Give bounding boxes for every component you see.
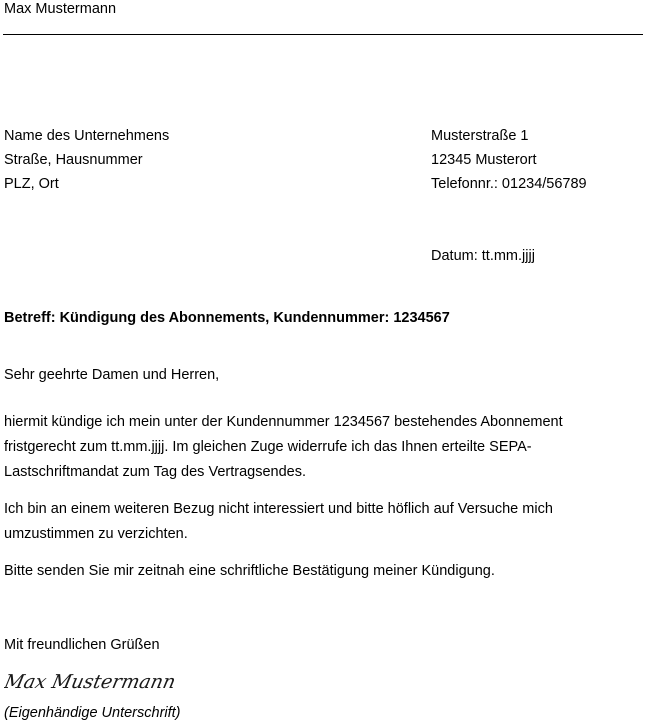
sender-phone: Telefonnr.: 01234/56789	[431, 176, 587, 192]
letter-subject: Betreff: Kündigung des Abonnements, Kundennummer: 1234567	[4, 310, 450, 326]
recipient-city: PLZ, Ort	[4, 176, 59, 192]
body-paragraph-3: Bitte senden Sie mir zeitnah eine schriftliche Bestätigung meiner Kündigung.	[4, 563, 495, 579]
sender-name-header: Max Mustermann	[4, 1, 117, 17]
recipient-street: Straße, Hausnummer	[4, 152, 143, 168]
letter-date: Datum: tt.mm.jjjj	[431, 248, 535, 264]
handwritten-signature	[4, 666, 174, 704]
body-paragraph-2: Ich bin an einem weiteren Bezug nicht interessiert und bitte höflich auf Versuche mich umzustimmen zu verzichten.	[4, 501, 553, 542]
body-paragraph-1: hiermit kündige ich mein unter der Kundennummer 1234567 bestehendes Abonnement fristgerecht zum tt.mm.jjjj. Im gleichen Zuge widerrufe ich das Ihnen erteilte SEPA-Lastschriftmandat zum Tag des Vertragsendes.	[4, 414, 563, 480]
signature-caption: (Eigenhändige Unterschrift)	[4, 705, 181, 721]
closing-phrase: Mit freundlichen Grüßen	[4, 637, 160, 653]
recipient-company: Name des Unternehmens	[4, 128, 170, 144]
signature-text: Max Mustermann	[4, 670, 174, 693]
sender-street: Musterstraße 1	[431, 128, 529, 144]
salutation: Sehr geehrte Damen und Herren,	[4, 367, 220, 383]
header-divider	[3, 34, 643, 35]
sender-city: 12345 Musterort	[431, 152, 537, 168]
